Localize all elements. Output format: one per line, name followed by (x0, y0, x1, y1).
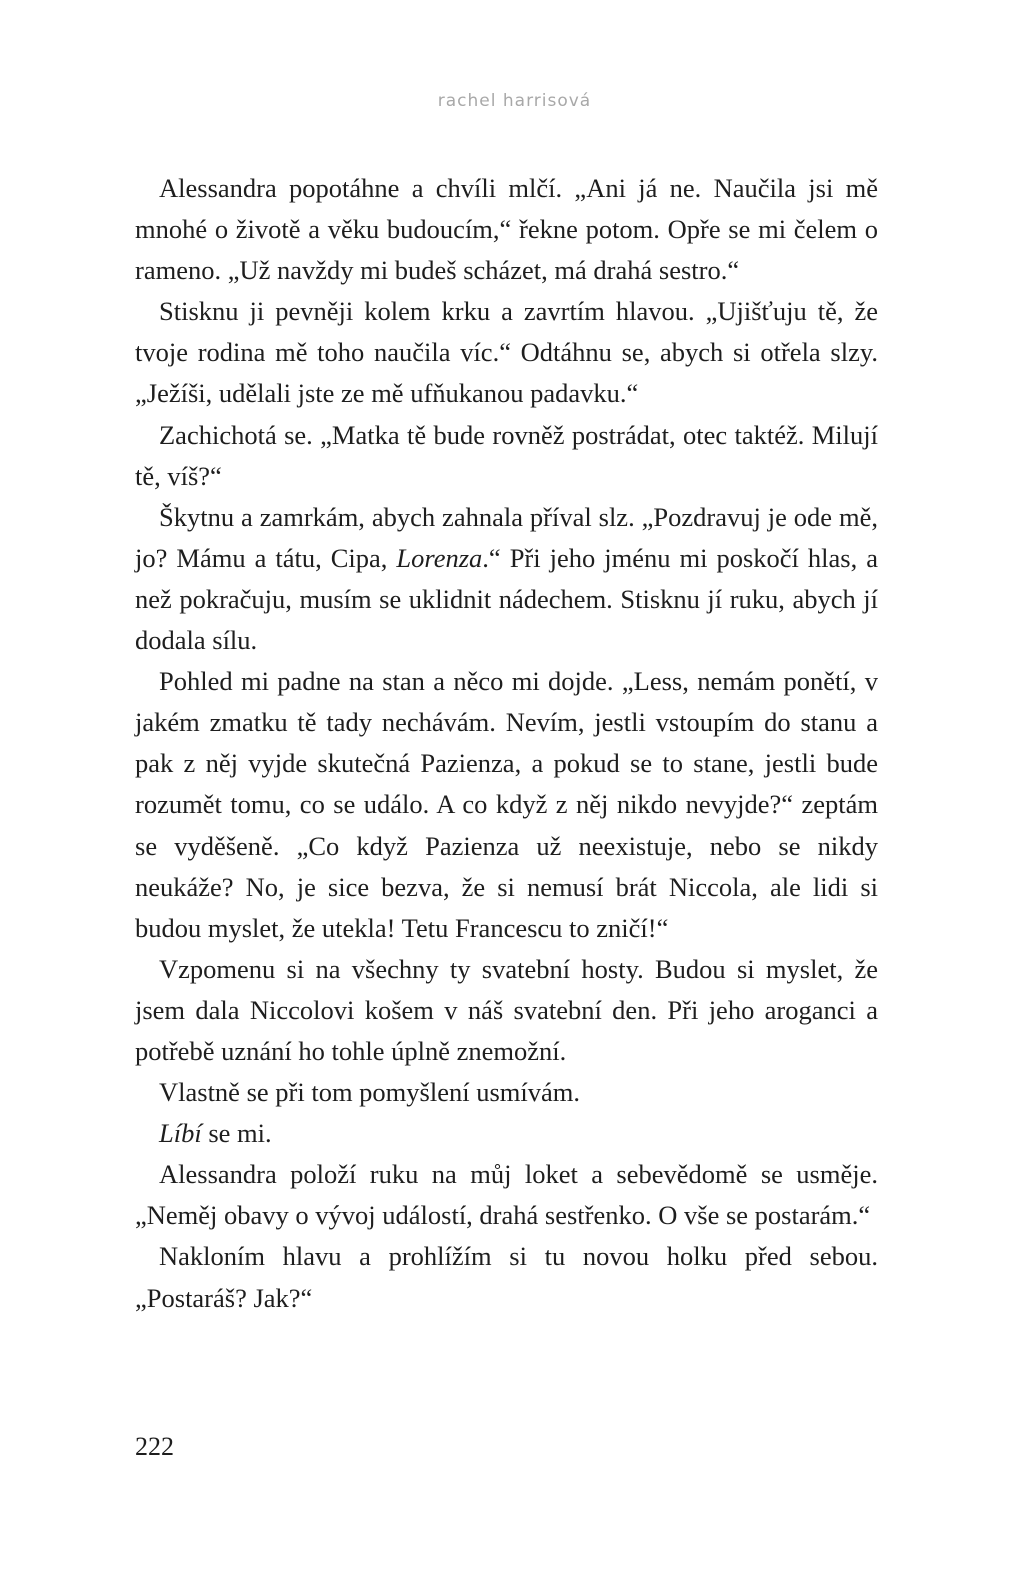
italic-name-lorenza: Lorenza (396, 542, 483, 573)
paragraph-7: Vlastně se při tom pomyšlení usmívám. (159, 1077, 581, 1108)
paragraph-8: Líbí se mi. (159, 1118, 272, 1149)
page-number: 222 (135, 1432, 174, 1461)
paragraph-5: Pohled mi padne na stan a něco mi dojde. „Less, nemám ponětí, v jakém zmatku tě tady nechávám. Nevím, jestli vstoupím do stanu a pak z něj vyjde skutečná Pazienza, a pokud se to stane, jestli bude rozumět tomu, co se událo. A co když z něj nikdo nevyjde?“ zeptám se vyděšeně. „Co když Pazienza už neexistuje, nebo se nikdy neukáže? No, je sice bezva, že si nemusí brát Niccola, ale lidi si budou myslet, že utekla! Tetu Francescu to zničí!“ (135, 666, 878, 943)
paragraph-2: Stisknu ji pevněji kolem krku a zavrtím hlavou. „Ujišťuju tě, že tvoje rodina mě toho naučila víc.“ Odtáhnu se, abych si otřela slzy. „Ježíši, udělali jste ze mě ufňukanou padavku.“ (135, 296, 878, 409)
paragraph-6: Vzpomenu si na všechny ty svatební hosty. Budou si myslet, že jsem dala Niccolovi košem v náš svatební den. Při jeho aroganci a potřebě uznání ho tohle úplně znemožní. (135, 953, 878, 1066)
paragraph-10: Nakloním hlavu a prohlížím si tu novou holku před sebou. „Postaráš? Jak?“ (135, 1241, 878, 1313)
paragraph-3: Zachichotá se. „Matka tě bude rovněž postrádat, otec taktéž. Milují tě, víš?“ (135, 419, 878, 491)
paragraph-4: Škytnu a zamrkám, abych zahnala příval slz. „Pozdravuj je ode mě, jo? Mámu a tátu, Cipa, Lorenza.“ Při jeho jménu mi poskočí hlas, a než pokračuju, musím se uklidnit nádechem. Stisknu jí ruku, abych jí dodala sílu. (135, 501, 878, 656)
running-head: rachel harrisová (437, 91, 592, 111)
paragraph-9: Alessandra položí ruku na můj loket a sebevědomě se usměje. „Neměj obavy o vývoj událostí, drahá sestřenko. O vše se postarám.“ (135, 1159, 878, 1231)
paragraph-1: Alessandra popotáhne a chvíli mlčí. „Ani já ne. Naučila jsi mě mnohé o životě a věku budoucím,“ řekne potom. Opře se mi čelem o rameno. „Už navždy mi budeš scházet, má drahá sestro.“ (135, 173, 878, 286)
body-text (135, 168, 878, 1319)
italic-word-libi: Líbí (159, 1118, 202, 1149)
